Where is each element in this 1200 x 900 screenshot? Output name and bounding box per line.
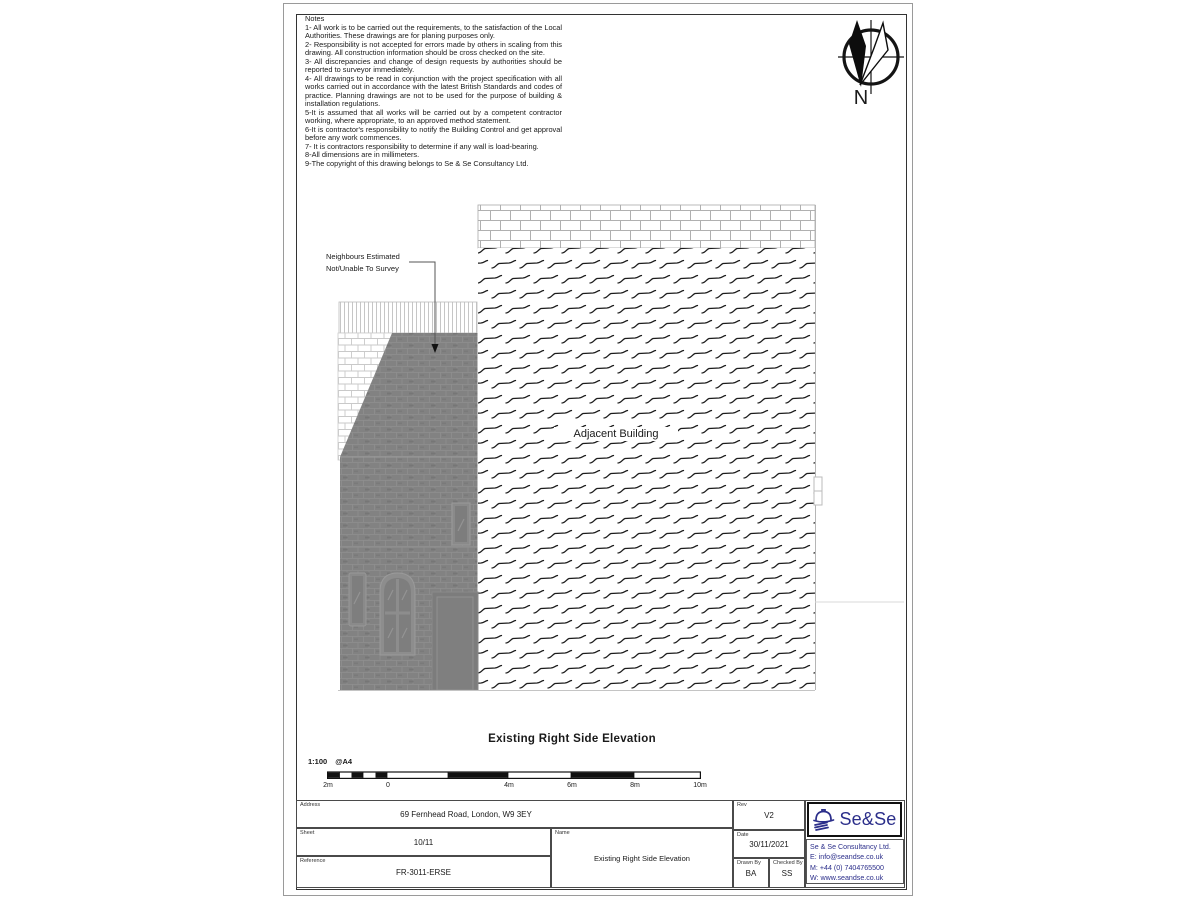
note-item-3: 3- All discrepancies and change of design requests by authorities should be reported to surveyor immediately. <box>305 56 562 74</box>
titleblock-checkedby-box <box>769 858 805 888</box>
neighbours-hatch-band <box>339 302 477 333</box>
scale-tick-4m: 4m <box>504 782 514 789</box>
reference-value: FR-3011-ERSE <box>396 867 451 877</box>
address-label: Address <box>300 802 321 808</box>
roof-tile-area <box>478 248 815 690</box>
north-compass-icon <box>826 12 916 98</box>
ridge-brick-band <box>478 205 815 248</box>
company-phone: M: +44 (0) 7404765500 <box>810 863 884 872</box>
note-item-4: 4- All drawings to be read in conjunction with the project specification with all works carried out in accordance with the latest British Standards and codes of practice. Planning drawings are not to be used for the purpose of building & installation regulations. <box>305 73 562 108</box>
scale-tick-8m: 8m <box>630 782 640 789</box>
titleblock-reference-box <box>296 856 551 888</box>
hardhat-icon <box>812 808 836 831</box>
sheet-label: Sheet <box>300 830 315 836</box>
checkedby-value: SS <box>781 868 793 878</box>
note-item-2: 2- Responsibility is not accepted for errors made by others in scaling from this drawing. All construction information should be cross checked on the site. <box>305 39 562 57</box>
note-item-6: 6-It is contractor's responsibility to notify the Building Control and get approval before any work commences. <box>305 124 562 142</box>
company-website: W: www.seandse.co.uk <box>810 874 884 883</box>
scale-tick-0: 0 <box>386 782 390 789</box>
arched-door <box>380 573 415 655</box>
side-door <box>432 592 478 690</box>
note-item-8: 8-All dimensions are in millimeters. <box>305 150 420 159</box>
notes-title: Notes <box>305 14 325 23</box>
north-label: N <box>853 87 869 109</box>
company-name: Se & Se Consultancy Ltd. <box>810 843 891 851</box>
scale-tick-6m: 6m <box>567 782 577 789</box>
reference-label: Reference <box>300 858 326 864</box>
titleblock-date-box <box>733 830 805 858</box>
scale-note <box>308 757 360 766</box>
scale-paper: @A4 <box>335 757 353 766</box>
titleblock-drawnby-box <box>733 858 769 888</box>
note-item-7: 7- It is contractors responsibility to determine if any wall is load-bearing. <box>305 141 539 151</box>
address-value: 69 Fernhead Road, London, W9 3EY <box>400 809 532 819</box>
titleblock-name-box <box>551 828 733 888</box>
sheet-value: 10/11 <box>413 837 434 847</box>
scale-tick-10m: 10m <box>693 782 707 789</box>
neighbours-annotation-line2: Not/Unable To Survey <box>326 263 399 273</box>
drawnby-value: BA <box>745 868 757 878</box>
name-label: Name <box>555 830 570 836</box>
adjacent-building-label: Adjacent Building <box>554 427 678 441</box>
scale-ratio: 1:100 <box>308 757 328 766</box>
company-logo <box>807 802 902 837</box>
company-contact-block <box>806 839 904 884</box>
roof-edge-bracket <box>814 477 822 505</box>
titleblock-rev-box <box>733 800 805 830</box>
elevation-title: Existing Right Side Elevation <box>488 733 656 745</box>
company-email: E: info@seandse.co.uk <box>810 853 884 862</box>
scale-tick-2m: 2m <box>323 782 333 789</box>
note-item-9: 9-The copyright of this drawing belongs to Se & Se Consultancy Ltd. <box>305 158 529 168</box>
name-value: Existing Right Side Elevation <box>594 853 690 863</box>
logo-text: Se&Se <box>839 809 897 829</box>
rev-value: V2 <box>764 810 774 820</box>
notes-block <box>305 15 562 168</box>
scale-bar <box>327 770 701 780</box>
note-item-1: 1- All work is to be carried out the requirements, to the satisfaction of the Local Authorities. These drawings are for planing purposes only. <box>305 22 562 40</box>
date-label: Date <box>737 832 749 838</box>
upper-window <box>452 503 470 545</box>
rev-label: Rev <box>737 802 747 808</box>
checkedby-label: Checked By <box>773 860 803 866</box>
neighbours-annotation <box>326 251 400 274</box>
titleblock-sheet-box <box>296 828 551 856</box>
drawnby-label: Drawn By <box>737 860 761 866</box>
neighbours-annotation-line1: Neighbours Estimated <box>326 252 400 261</box>
note-item-5: 5-It is assumed that all works will be carried out by a competent contractor working, where appropriate, to an approved method statement. <box>305 107 562 125</box>
elevation-drawing <box>330 200 910 700</box>
date-value: 30/11/2021 <box>749 839 789 849</box>
narrow-window <box>349 573 366 626</box>
